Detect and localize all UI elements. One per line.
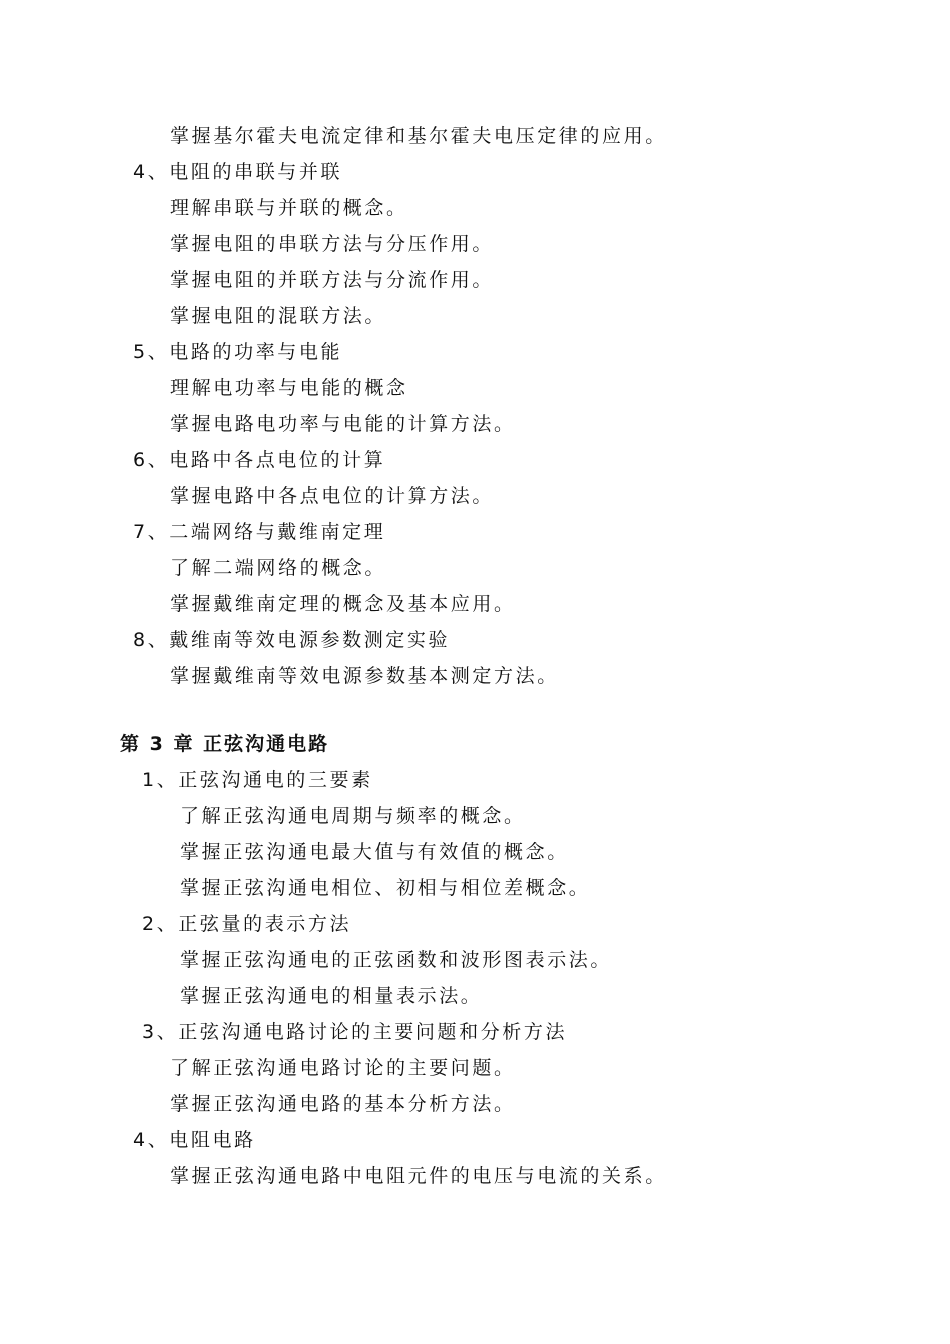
text-line: 掌握基尔霍夫电流定律和基尔霍夫电压定律的应用。 [170,125,667,147]
text-line: 掌握电阻的串联方法与分压作用。 [170,233,495,255]
text-line: 掌握正弦沟通电的相量表示法。 [180,985,483,1007]
section-heading: 5、电路的功率与电能 [133,341,343,363]
text-line: 了解正弦沟通电路讨论的主要问题。 [170,1057,516,1079]
section-heading: 1、正弦沟通电的三要素 [142,769,373,791]
text-line: 掌握电路中各点电位的计算方法。 [170,485,495,507]
text-line: 了解正弦沟通电周期与频率的概念。 [180,805,526,827]
text-line: 掌握正弦沟通电路中电阻元件的电压与电流的关系。 [170,1165,667,1187]
text-line: 掌握正弦沟通电最大值与有效值的概念。 [180,841,569,863]
section-heading: 7、二端网络与戴维南定理 [133,521,386,543]
section-heading: 2、正弦量的表示方法 [142,913,352,935]
text-line: 了解二端网络的概念。 [170,557,387,579]
text-line: 掌握电路电功率与电能的计算方法。 [170,413,516,435]
text-line: 掌握戴维南等效电源参数基本测定方法。 [170,665,559,687]
text-line: 掌握电阻的混联方法。 [170,305,387,327]
text-line: 掌握戴维南定理的概念及基本应用。 [170,593,516,615]
section-heading: 4、电阻电路 [133,1129,256,1151]
text-line: 掌握正弦沟通电的正弦函数和波形图表示法。 [180,949,613,971]
section-heading: 4、电阻的串联与并联 [133,161,343,183]
text-line: 掌握正弦沟通电相位、初相与相位差概念。 [180,877,591,899]
section-heading: 8、戴维南等效电源参数测定实验 [133,629,451,651]
text-line: 理解电功率与电能的概念 [170,377,408,399]
section-heading: 6、电路中各点电位的计算 [133,449,386,471]
text-line: 掌握正弦沟通电路的基本分析方法。 [170,1093,516,1115]
text-line: 掌握电阻的并联方法与分流作用。 [170,269,495,291]
text-line: 理解串联与并联的概念。 [170,197,408,219]
section-heading: 3、正弦沟通电路讨论的主要问题和分析方法 [142,1021,568,1043]
chapter-title: 第 3 章 正弦沟通电路 [120,733,330,755]
